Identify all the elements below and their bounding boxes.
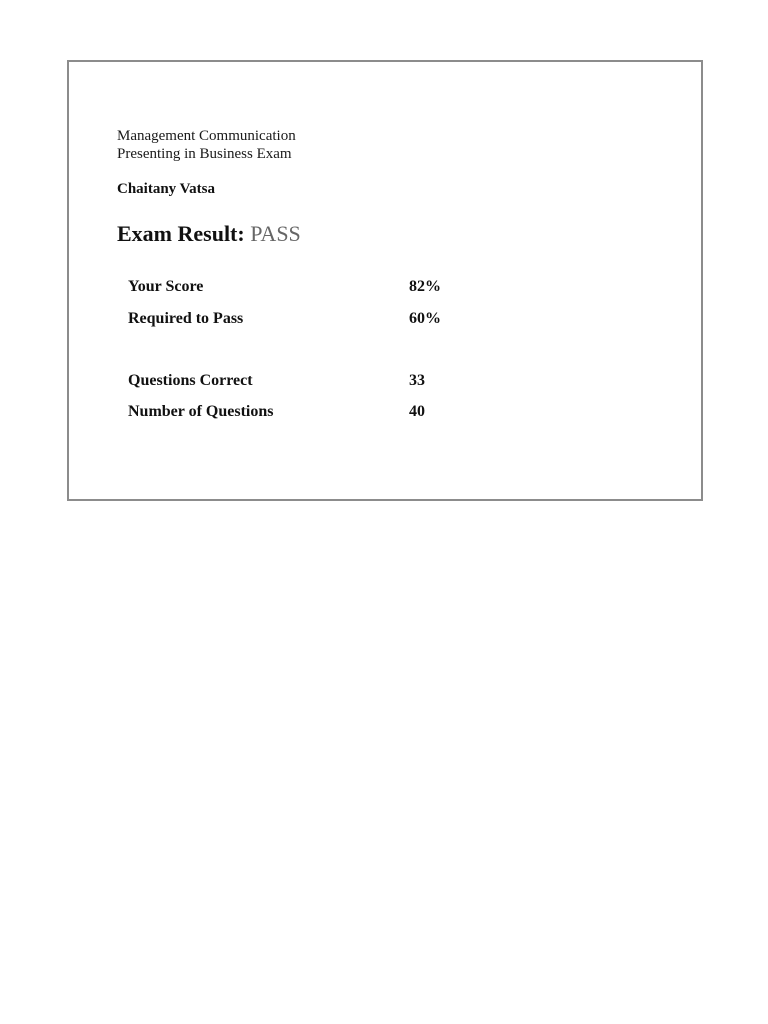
stat-value: 40	[409, 403, 425, 420]
stat-row-number-of-questions	[128, 402, 528, 422]
exam-name: Presenting in Business Exam	[117, 146, 292, 162]
stat-label: Questions Correct	[128, 372, 253, 389]
stat-row-questions-correct	[128, 371, 528, 391]
stat-label: Number of Questions	[128, 403, 274, 420]
candidate-name: Chaitany Vatsa	[117, 181, 215, 197]
course-name: Management Communication	[117, 128, 296, 144]
stat-row-required-to-pass	[128, 309, 528, 329]
stat-value: 33	[409, 372, 425, 389]
stat-value: 82%	[409, 278, 441, 295]
exam-result-status: PASS	[250, 221, 301, 246]
stat-label: Required to Pass	[128, 310, 244, 327]
exam-result-heading	[117, 220, 301, 248]
exam-result-label: Exam Result:	[117, 221, 245, 246]
course-title	[117, 127, 296, 163]
stat-label: Your Score	[128, 278, 204, 295]
result-card	[67, 60, 703, 501]
stat-row-your-score	[128, 277, 528, 297]
stat-value: 60%	[409, 310, 441, 327]
